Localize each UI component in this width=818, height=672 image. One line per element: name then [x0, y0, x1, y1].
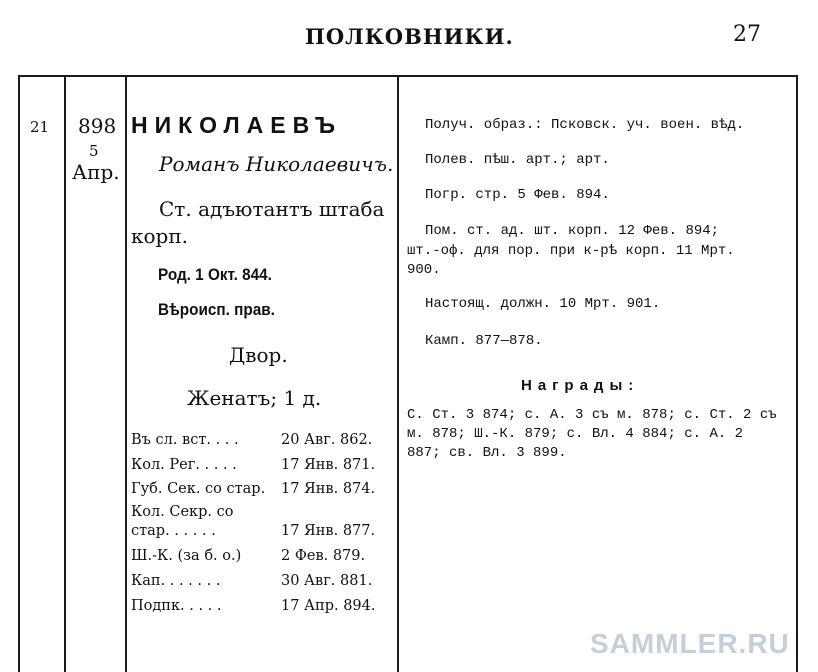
posts-line-1: Пом. ст. ад. шт. корп. 12 Фев. 894;: [425, 223, 720, 239]
family-status: Женатъ; 1 д.: [187, 386, 322, 410]
watermark: SAMMLER.RU: [590, 628, 790, 659]
posts-line-2: шт.-оф. для пор. при к-рѣ корп. 11 Мрт.: [407, 243, 735, 259]
service-row: Кол. Секр. со: [131, 504, 234, 520]
table-top-rule: [18, 75, 798, 77]
column-rule-2: [125, 75, 127, 672]
awards-heading: Награды:: [521, 377, 640, 394]
branch: Полев. пѣш. арт.; арт.: [425, 152, 610, 168]
service-row: Кол. Рег. . . . . 17 Янв. 871.: [131, 457, 376, 473]
current-post: Настоящ. должн. 10 Мрт. 901.: [425, 296, 661, 312]
seniority-month: Апр.: [72, 160, 120, 184]
education: Получ. образ.: Псковск. уч. воен. вѣд.: [425, 117, 745, 133]
posts-line-3: 900.: [407, 262, 441, 278]
seniority-day: 5: [89, 142, 99, 160]
entry-number: 21: [30, 118, 50, 136]
service-row: стар. . . . . . 17 Янв. 877.: [131, 523, 376, 539]
estate: Двор.: [229, 343, 288, 367]
campaigns: Камп. 877—878.: [425, 333, 543, 349]
service-row: Губ. Сек. со стар. 17 Янв. 874.: [131, 481, 376, 497]
table-left-rule: [18, 75, 20, 672]
page-header-title: ПОЛКОВНИКИ.: [305, 24, 514, 49]
border-guard: Погр. стр. 5 Фев. 894.: [425, 187, 610, 203]
service-row: Ш.-К. (за б. о.) 2 Фев. 879.: [131, 548, 366, 564]
table-right-rule: [796, 75, 798, 672]
officer-name-patronymic: Романъ Николаевичъ.: [159, 152, 394, 176]
birth-date: Род. 1 Окт. 844.: [158, 265, 272, 284]
position-line-2: корп.: [131, 224, 189, 248]
position-line-1: Ст. адъютантъ штаба: [159, 197, 385, 221]
page-number: 27: [733, 22, 761, 47]
column-rule-3: [397, 75, 399, 672]
awards-list: С. Ст. 3 874; с. А. 3 съ м. 878; с. Ст. 2 съ м. 878; Ш.-К. 879; с. Вл. 4 884; с. А. 2 887; св. Вл. 3 899.: [407, 407, 777, 461]
religion: Вѣроисп. прав.: [158, 300, 275, 319]
service-row: Въ сл. вст. . . . 20 Авг. 862.: [131, 432, 373, 448]
officer-surname: НИКОЛАЕВЪ: [131, 112, 343, 138]
service-row: Кап. . . . . . . 30 Авг. 881.: [131, 573, 373, 589]
seniority-year: 898: [78, 114, 117, 138]
column-rule-1: [64, 75, 66, 672]
service-row: Подпк. . . . . 17 Апр. 894.: [131, 598, 376, 614]
